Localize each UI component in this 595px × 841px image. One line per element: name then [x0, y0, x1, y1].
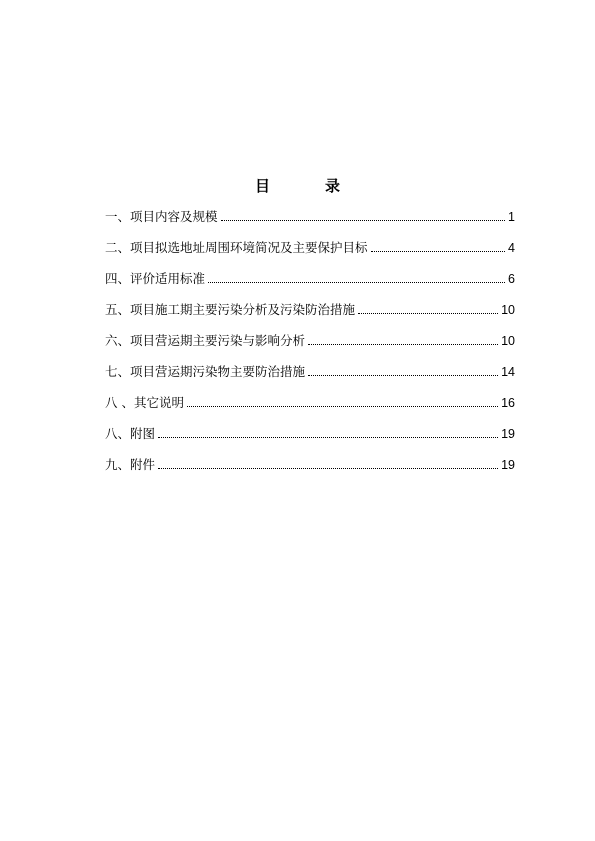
toc-entry[interactable] [105, 360, 515, 380]
toc-dot-leader [208, 281, 505, 283]
toc-dot-leader [187, 405, 498, 407]
toc-entry-label: 六、项目营运期主要污染与影响分析 [105, 333, 306, 348]
toc-entry-page: 16 [501, 396, 515, 410]
toc-entry-page: 10 [501, 334, 515, 348]
toc-dot-leader [308, 374, 498, 376]
toc-entry-label: 九、附件 [105, 457, 156, 472]
toc-entry[interactable] [105, 236, 515, 256]
toc-entry[interactable] [105, 453, 515, 473]
toc-entry-label: 二、项目拟选地址周围环境简况及主要保护目标 [105, 240, 368, 255]
toc-entry-label: 五、项目施工期主要污染分析及污染防治措施 [105, 302, 356, 317]
toc-entry-label: 七、项目营运期污染物主要防治措施 [105, 364, 306, 379]
toc-entry-page: 19 [501, 427, 515, 441]
toc-entry[interactable] [105, 391, 515, 411]
toc-entry-page: 10 [501, 303, 515, 317]
toc-entry-page: 14 [501, 365, 515, 379]
toc-dot-leader [358, 312, 498, 314]
toc-entry-page: 4 [508, 241, 515, 255]
toc-entry[interactable] [105, 422, 515, 442]
toc-entry-label: 一、项目内容及规模 [105, 209, 218, 224]
toc-dot-leader [308, 343, 498, 345]
toc-dot-leader [371, 250, 506, 252]
toc-dot-leader [158, 467, 498, 469]
toc-entry-page: 1 [508, 210, 515, 224]
toc-entry-page: 19 [501, 458, 515, 472]
toc-dot-leader [158, 436, 498, 438]
toc-dot-leader [221, 219, 506, 221]
toc-entry-page: 6 [508, 272, 515, 286]
toc-entry-label: 八、附图 [105, 426, 156, 441]
toc-entry-label: 八 、其它说明 [105, 395, 184, 410]
toc-entry[interactable] [105, 205, 515, 225]
toc-entry[interactable] [105, 329, 515, 349]
toc-entry[interactable] [105, 298, 515, 318]
toc-entry[interactable] [105, 267, 515, 287]
toc-entry-label: 四、评价适用标准 [105, 271, 206, 286]
toc-title: 目 录 [254, 177, 360, 195]
